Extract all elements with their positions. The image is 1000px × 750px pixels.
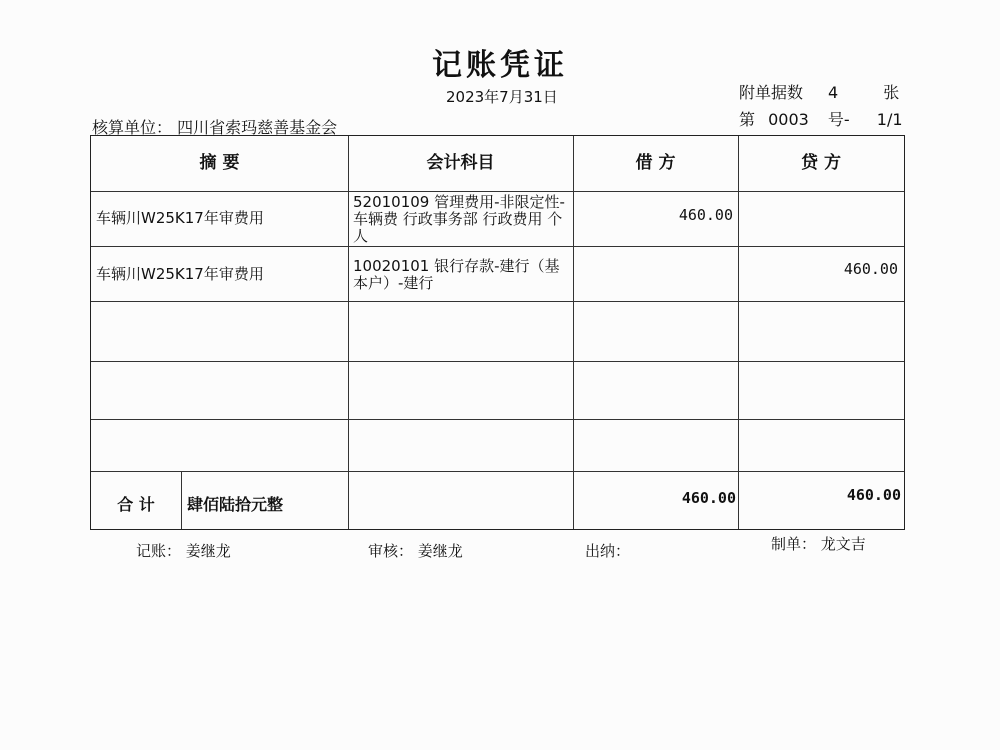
header-account: 会计科目 xyxy=(426,153,495,173)
row1-debit: 460.00 xyxy=(678,206,733,224)
voucher-date: 2023年7月31日 xyxy=(446,88,558,106)
reviewer-name: 姜继龙 xyxy=(417,542,463,560)
voucher-title: 记账凭证 xyxy=(432,48,568,83)
header-credit: 贷 方 xyxy=(801,153,841,173)
header-summary: 摘 要 xyxy=(199,153,240,173)
total-divider xyxy=(181,471,182,529)
bookkeeper xyxy=(136,540,231,561)
total-label: 合 计 xyxy=(117,495,155,514)
accounting-unit-label: 核算单位： xyxy=(92,118,173,137)
attachments-label: 附单据数 xyxy=(739,83,804,102)
reviewer xyxy=(368,540,463,561)
accounting-unit-name: 四川省索玛慈善基金会 xyxy=(177,118,338,137)
voucher-number: 0003 xyxy=(768,110,809,129)
voucher-table xyxy=(90,135,905,530)
voucher-number-prefix: 第 xyxy=(739,110,756,129)
attachments-unit: 张 xyxy=(883,83,900,102)
voucher-number-info xyxy=(739,107,903,130)
row-divider xyxy=(91,191,904,192)
row1-summary: 车辆川W25K17年审费用 xyxy=(96,209,264,227)
bookkeeper-name: 姜继龙 xyxy=(185,542,231,560)
row-divider xyxy=(91,301,904,302)
row-divider xyxy=(91,246,904,247)
cashier-label: 出纳： xyxy=(585,542,631,560)
voucher-page: 1/1 xyxy=(876,110,903,129)
row2-summary: 车辆川W25K17年审费用 xyxy=(96,265,264,283)
total-credit: 460.00 xyxy=(846,486,901,504)
preparer xyxy=(771,533,866,554)
reviewer-label: 审核： xyxy=(368,542,414,560)
header-debit: 借 方 xyxy=(635,153,676,173)
total-debit: 460.00 xyxy=(681,489,736,507)
preparer-label: 制单： xyxy=(771,535,817,553)
total-amount-in-words: 肆佰陆拾元整 xyxy=(187,495,284,514)
bookkeeper-label: 记账： xyxy=(136,542,182,560)
row2-credit: 460.00 xyxy=(843,260,898,278)
cashier xyxy=(585,540,630,561)
row-divider xyxy=(91,361,904,362)
row1-account: 52010109 管理费用-非限定性-车辆费 行政事务部 行政费用 个人 xyxy=(353,193,565,245)
attachments-count: 4 xyxy=(828,83,839,102)
voucher-number-suffix: 号- xyxy=(827,110,850,129)
row-divider xyxy=(91,419,904,420)
row2-account: 10020101 银行存款-建行（基本户）-建行 xyxy=(353,257,560,292)
preparer-name: 龙文吉 xyxy=(820,535,866,553)
row-divider xyxy=(91,471,904,472)
attachments-info xyxy=(739,80,899,103)
